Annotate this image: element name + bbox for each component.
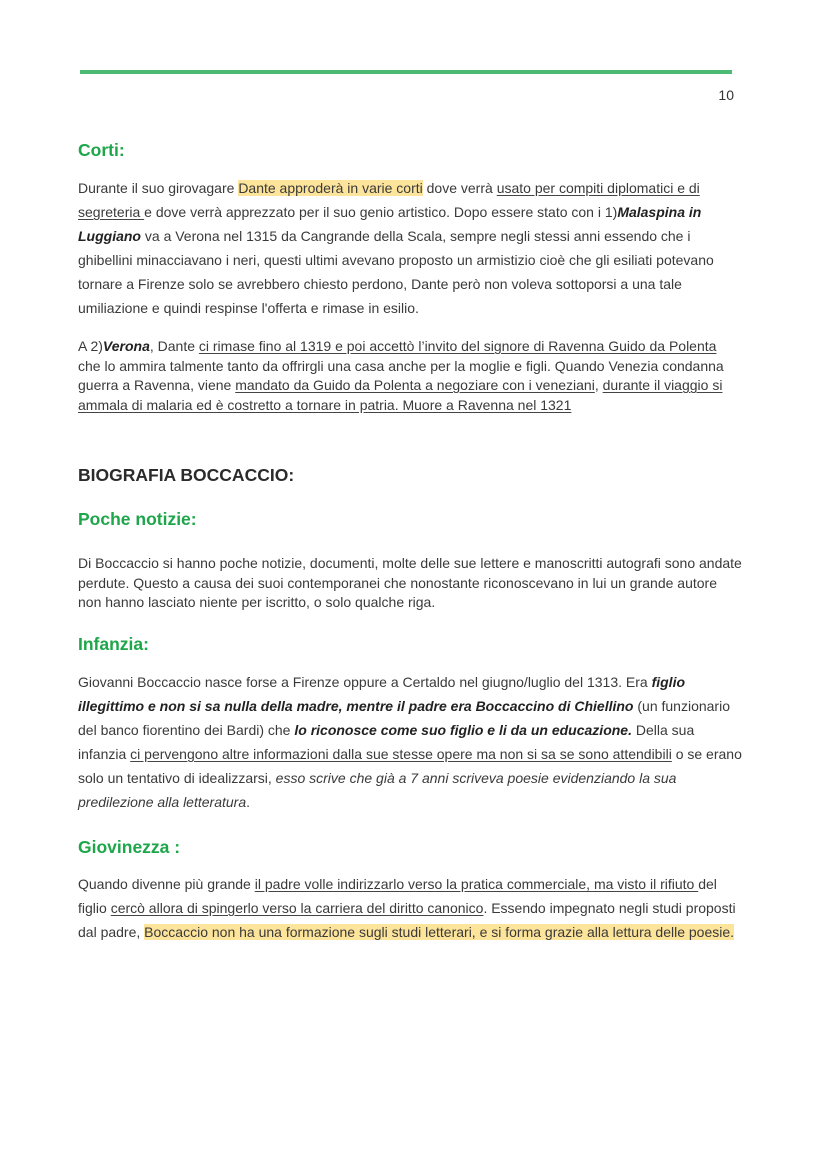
text-run: , [594, 377, 603, 393]
header-rule [80, 70, 732, 74]
heading-corti: Corti: [78, 140, 125, 160]
paragraph-infanzia [78, 670, 742, 814]
text-run: esso scrive che già a 7 anni scriveva poesie evidenziando la sua predilezione alla letteratura [78, 770, 677, 810]
text-run: , Dante [149, 338, 199, 354]
text-run: ci pervengono altre informazioni dalla sue stesse opere ma non si sa se sono attendibili [130, 746, 672, 762]
text-run: usato per compiti diplomatici e di segreteria [78, 180, 700, 220]
text-run: cercò allora di spingerlo verso la carriera del diritto canonico [110, 900, 484, 916]
text-run: Di Boccaccio si hanno poche notizie, documenti, molte delle sue lettere e manoscritti autografi sono andate perdute. Questo a causa dei suoi contemporanei che nonostante riconoscevano in lui un grande autore non hanno lasciato niente per iscritto, o solo qualche riga. [78, 555, 742, 610]
paragraph-giovinezza [78, 872, 742, 944]
text-run: Verona [102, 338, 150, 354]
paragraph-corti [78, 176, 742, 320]
text-run: o se erano solo un tentativo di idealizzarsi, [78, 746, 742, 786]
heading-giovinezza-block [78, 837, 742, 858]
paragraph-giovinezza-block [78, 872, 742, 944]
text-run: Dante approderà in varie corti [238, 180, 423, 196]
heading-poche-notizie: Poche notizie: [78, 509, 197, 529]
paragraph-verona-block [78, 337, 742, 415]
page-number: 10 [718, 87, 734, 103]
text-run: Durante il suo girovagare [78, 180, 239, 196]
heading-poche-notizie-block [78, 509, 742, 530]
text-run: Giovanni Boccaccio nasce forse a Firenze oppure a Certaldo nel giugno/luglio del 1313. Era [78, 674, 652, 690]
heading-infanzia: Infanzia: [78, 634, 149, 654]
text-run: del figlio [78, 876, 717, 916]
paragraph-corti-block [78, 176, 742, 320]
text-run: Malaspina in Luggiano [78, 204, 702, 244]
paragraph-poche-notizie-block [78, 554, 742, 613]
text-run: il padre volle indirizzarlo verso la pratica commerciale, ma visto il rifiuto [254, 876, 699, 892]
text-run: . Essendo impegnato negli studi proposti dal padre, [78, 900, 736, 940]
heading-infanzia-block [78, 634, 742, 655]
text-run: Boccaccio non ha una formazione sugli studi letterari, e si forma grazie alla lettura delle poesie. [144, 924, 735, 940]
text-run: . [246, 794, 250, 810]
paragraph-poche-notizie [78, 554, 742, 613]
text-run: A 2) [78, 338, 103, 354]
heading-corti-block [78, 140, 742, 161]
text-run: figlio illegittimo e non si sa nulla della madre, mentre il padre era Boccaccino di Chiellino [78, 674, 686, 714]
text-run: (un funzionario del banco fiorentino dei Bardi) che [78, 698, 730, 738]
heading-biografia-boccaccio-block [78, 465, 742, 486]
text-run: Della sua infanzia [78, 722, 695, 762]
heading-biografia-boccaccio: BIOGRAFIA BOCCACCIO: [78, 465, 295, 485]
paragraph-verona [78, 337, 742, 415]
text-run: lo riconosce come suo figlio e li da un educazione. [294, 722, 632, 738]
text-run: durante il viaggio si ammala di malaria ed è costretto a tornare in patria. Muore a Ravenna nel 1321 [78, 377, 723, 413]
text-run: Quando divenne più grande [78, 876, 255, 892]
text-run: dove verrà [422, 180, 497, 196]
text-run: e dove verrà apprezzato per il suo genio artistico. Dopo essere stato con i 1) [144, 204, 618, 220]
paragraph-infanzia-block [78, 670, 742, 814]
text-run: mandato da Guido da Polenta a negoziare con i veneziani [235, 377, 595, 393]
text-run: ci rimase fino al 1319 e poi accettò l’invito del signore di Ravenna Guido da Polenta [198, 338, 717, 354]
text-run: che lo ammira talmente tanto da offrirgli una casa anche per la moglie e figli. Quando Venezia condanna guerra a Ravenna, viene [78, 357, 724, 393]
text-run: va a Verona nel 1315 da Cangrande della Scala, sempre negli stessi anni essendo che i ghibellini minacciavano i neri, questi ultimi avevano proposto un armistizio cioè che gli esiliati potevano tornare a Firenze solo se avrebbero chiesto perdono, Dante però non voleva sottoporsi a una tale umiliazione e quindi respinse l'offerta e rimase in esilio. [78, 228, 714, 316]
heading-giovinezza: Giovinezza : [78, 837, 181, 857]
